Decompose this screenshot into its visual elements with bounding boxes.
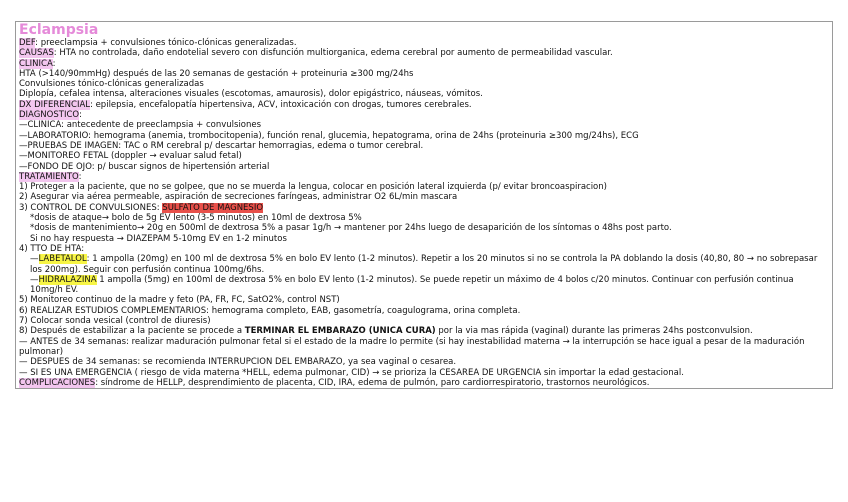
tratamiento-step	[19, 203, 829, 213]
complicaciones-text: : síndrome de HELLP, desprendimiento de placenta, CID, IRA, edema de pulmón, paro cardiorrespiratorio, trastornos neurológicos.	[95, 377, 650, 388]
hidralazina-highlight: HIDRALAZINA	[38, 274, 97, 285]
labetalol-item	[19, 254, 829, 275]
def-text: : preeclampsia + convulsiones tónico-clónicas generalizadas.	[35, 38, 297, 48]
dosis-line: Si no hay respuesta → DIAZEPAM 5-10mg EV en 1-2 minutos	[30, 233, 287, 244]
clinica-heading	[19, 59, 829, 69]
diagnostico-line: —MONITOREO FETAL (doppler → evaluar salud fetal)	[19, 151, 242, 162]
hidralazina-text: 1 ampolla (5mg) en 100ml de dextrosa 5% en bolo EV lento (1-2 minutos). Se puede repetir un máximo de 4 bolos c/20 minutos. Continuar con perfusión continua 10mg/h EV.	[30, 274, 794, 296]
complicaciones-line	[19, 378, 829, 388]
antes-line: — ANTES de 34 semanas: realizar maduración pulmonar fetal si el estado de la madre lo permite (si hay inestabilidad materna → la interrupción se hace igual a pesar de la maduración pulmonar)	[19, 336, 805, 357]
tratamiento-step: 4) TTO DE HTA:	[19, 243, 85, 254]
tratamiento-step: 7) Colocar sonda vesical (control de diuresis)	[19, 316, 211, 327]
diagnostico-line: —LABORATORIO: hemograma (anemia, trombocitopenia), función renal, glucemia, hepatograma, orina de 24hs (proteinuria ≥300 mg/24hs), ECG	[19, 130, 639, 141]
diagnostico-label: DIAGNOSTICO	[19, 110, 79, 121]
dosis-line: *dosis de ataque→ bolo de 5g EV lento (3-5 minutos) en 10ml de dextrosa 5%	[30, 213, 362, 224]
labetalol-text: : 1 ampolla (20mg) en 100 ml de dextrosa 5% en bolo EV lento (1-2 minutos). Repetir a los 20 minutos si no se controla la PA doblando la dosis (40,80, 80 → no sobrepasar los 200mg). Seguir con perfusión continua 100mg/6hs.	[30, 254, 818, 275]
diagnostico-line: —PRUEBAS DE IMAGEN: TAC o RM cerebral p/ descartar hemorragias, edema o tumor cerebral.	[19, 140, 424, 151]
step8-post: por la via mas rápida (vaginal) durante las primeras 24hs postconvulsion.	[435, 326, 753, 337]
labetalol-dash: —	[30, 254, 39, 265]
causas-text: : HTA no controlada, daño endotelial severo con disfunción multiorganica, edema cerebral por aumento de permeabilidad vascular.	[53, 48, 613, 59]
complicaciones-label: COMPLICACIONES	[19, 377, 96, 388]
sulfato-highlight: SULFATO DE MAGNESIO	[162, 202, 264, 213]
page-title: Eclampsia	[19, 22, 99, 38]
despues-line: — DESPUES de 34 semanas: se recomienda INTERRUPCION DEL EMBARAZO, ya sea vaginal o cesarea.	[19, 357, 457, 368]
hidralazina-item	[19, 275, 829, 296]
emergencia-line: — SI ES UNA EMERGENCIA ( riesgo de vida materna *HELL, edema pulmonar, CID) → se prioriza la CESAREA DE URGENCIA sin importar la edad gestacional.	[19, 367, 684, 378]
tratamiento-step	[19, 326, 829, 336]
tratamiento-label: TRATAMIENTO	[19, 171, 79, 182]
clinica-colon: :	[52, 58, 56, 69]
tratamiento-step: 6) REALIZAR ESTUDIOS COMPLEMENTARIOS: hemograma completo, EAB, gasometría, coagulograma, orina completa.	[19, 305, 521, 316]
hidralazina-dash: —	[30, 274, 39, 285]
dx-text: : epilepsia, encefalopatía hipertensiva, ACV, intoxicación con drogas, tumores cerebrales.	[90, 99, 472, 110]
step8-bold: TERMINAR EL EMBARAZO (UNICA CURA)	[244, 326, 436, 337]
labetalol-highlight: LABETALOL	[38, 254, 87, 265]
def-label: DEF	[19, 38, 36, 48]
document-body	[15, 21, 833, 389]
dosis-line: *dosis de mantenimiento→ 20g en 500ml de dextrosa 5% a pasar 1g/h → mantener por 24hs luego de desaparición de los síntomas o 48hs post parto.	[30, 223, 672, 234]
tratamiento-step: 5) Monitoreo continuo de la madre y feto (PA, FR, FC, SatO2%, control NST)	[19, 295, 340, 306]
tratamiento-heading	[19, 172, 829, 182]
tratamiento-step: 1) Proteger a la paciente, que no se golpee, que no se muerda la lengua, colocar en posición lateral izquierda (p/ evitar broncoaspiracion)	[19, 182, 607, 193]
step8-pre: 8) Después de estabilizar a la paciente se procede a	[19, 326, 245, 337]
def-line	[19, 38, 829, 48]
tratamiento-step: 2) Asegurar via aérea permeable, aspiración de secreciones faríngeas, administrar O2 6L/min mascara	[19, 192, 458, 203]
causas-line	[19, 48, 829, 58]
diagnostico-heading	[19, 110, 829, 120]
clinica-line: Convulsiones tónico-clónicas generalizadas	[19, 79, 204, 90]
diagnostico-line: —FONDO DE OJO: p/ buscar signos de hipertensión arterial	[19, 161, 270, 172]
dx-label: DX DIFERENCIAL	[19, 99, 91, 110]
dx-line	[19, 100, 829, 110]
tratamiento-colon: :	[78, 171, 82, 182]
clinica-label: CLINICA	[19, 58, 53, 69]
clinica-line: Diplopía, cefalea intensa, alteraciones visuales (escotomas, amaurosis), dolor epigástrico, náuseas, vómitos.	[19, 89, 483, 100]
diagnostico-colon: :	[78, 110, 82, 121]
causas-label: CAUSAS	[19, 48, 54, 59]
step3-prefix: 3) CONTROL DE CONVULSIONES:	[19, 202, 163, 213]
diagnostico-line: —CLINICA: antecedente de preeclampsia + convulsiones	[19, 120, 262, 131]
clinica-line: HTA (>140/90mmHg) después de las 20 semanas de gestación + proteinuria ≥300 mg/24hs	[19, 68, 414, 79]
